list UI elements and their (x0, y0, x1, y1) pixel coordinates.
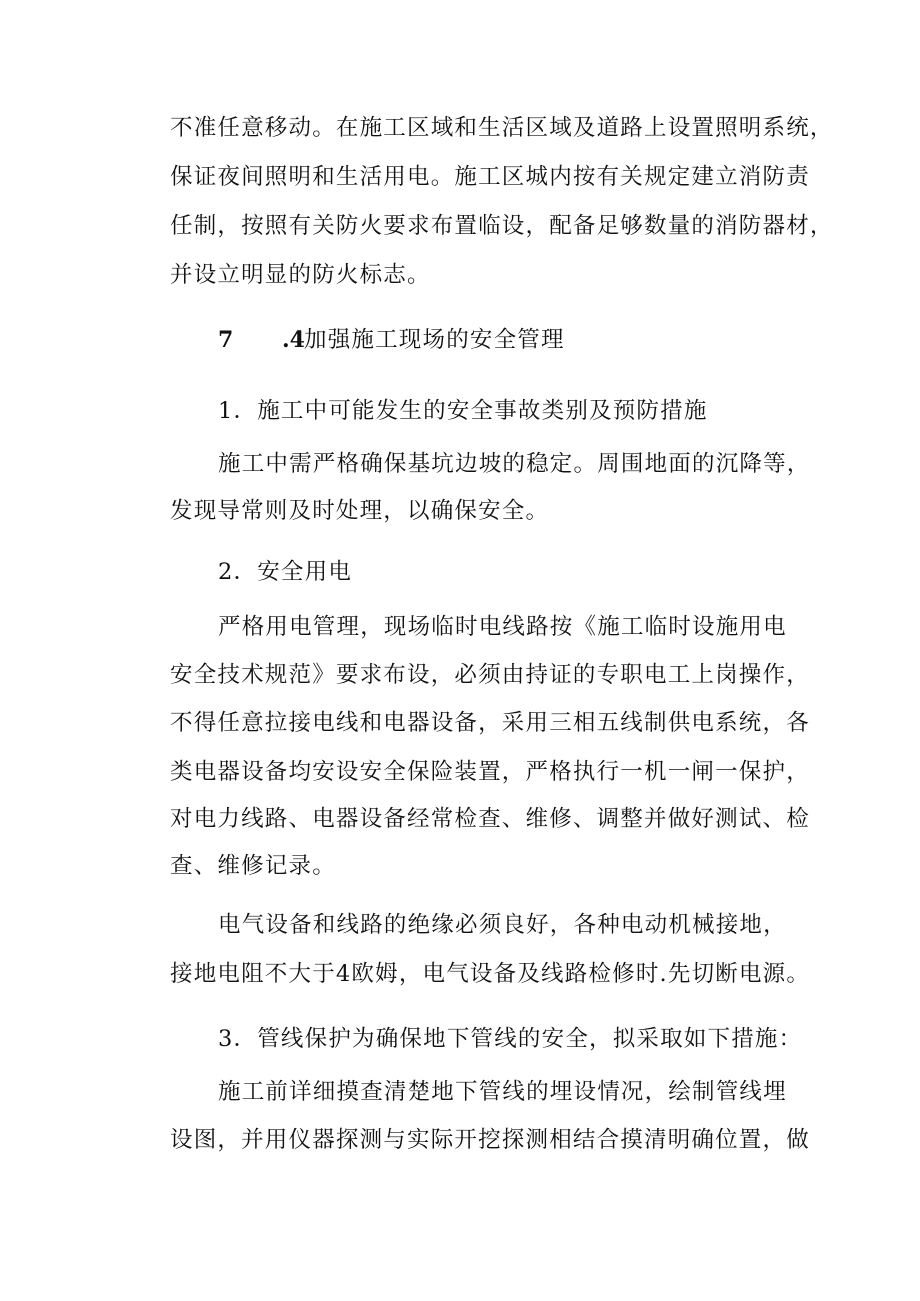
item2-para1-line-2: 安全技术规范》要求布设，必须由持证的专职电工上岗操作， (170, 662, 810, 688)
item2-para2-line-1: 电气设备和线路的绝缘必须良好，各种电动机械接地， (218, 912, 787, 938)
item2-para1-line-1: 严格用电管理，现场临时电线路按《施工临时设施用电 (218, 614, 787, 640)
item2-heading: 2．安全用电 (218, 559, 353, 585)
section-number-minor: .4 (282, 327, 305, 353)
item3-line-1: 施工前详细摸查清楚地下管线的埋设情况，绘制管线埋 (218, 1079, 787, 1105)
section-title: 加强施工现场的安全管理 (304, 327, 565, 353)
para1-line-1: 不准任意移动。在施工区域和生活区域及道路上设置照明系统， (170, 115, 834, 141)
item2-para2-line-2: 接地电阻不大于4欧姆，电气设备及线路检修时.先切断电源。 (170, 961, 811, 987)
item2-para1-line-6: 查、维修记录。 (170, 853, 336, 879)
item3-line-2: 设图，并用仪器探测与实际开挖探测相结合摸清明确位置，做 (170, 1127, 810, 1153)
item2-para1-line-4: 类电器设备均安设安全保险装置，严格执行一机一闸一保护， (170, 759, 810, 785)
para1-line-3: 任制，按照有关防火要求布置临设，配备足够数量的消防器材， (170, 213, 834, 239)
para1-line-2: 保证夜间照明和生活用电。施工区城内按有关规定建立消防责 (170, 164, 810, 190)
item1-line-2: 发现导常则及时处理，以确保安全。 (170, 498, 550, 524)
section-number-major: 7 (218, 327, 234, 353)
item2-para1-line-5: 对电力线路、电器设备经常检查、维修、调整并做好测试、检 (170, 806, 810, 832)
item3-heading: 3．管线保护为确保地下管线的安全，拟采取如下措施： (218, 1026, 803, 1052)
item1-line-1: 施工中需严格确保基坑边坡的稳定。周围地面的沉降等， (218, 451, 811, 477)
para1-line-4: 并设立明显的防火标志。 (170, 262, 431, 288)
item1-heading: 1．施工中可能发生的安全事故类别及预防措施 (218, 398, 708, 424)
item2-para1-line-3: 不得任意拉接电线和电器设备，采用三相五线制供电系统，各 (170, 710, 810, 736)
